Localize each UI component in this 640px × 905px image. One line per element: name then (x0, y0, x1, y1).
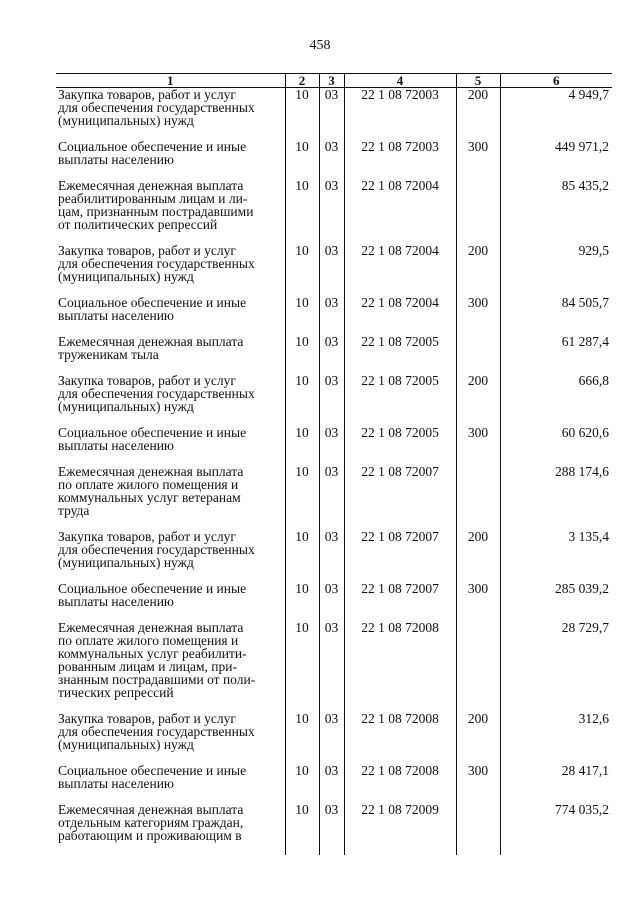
page-number: 458 (309, 38, 331, 53)
subsection-code-cell: 03 (319, 140, 344, 179)
column-header: 1 (56, 74, 285, 88)
row-name-line: Закупка товаров, работ и услуг (58, 373, 236, 388)
section-code-cell: 10 (285, 530, 319, 582)
subsection-code-cell: 03 (319, 621, 344, 712)
row-name-line: для обеспечения государственных (58, 100, 255, 115)
row-name-line: для обеспечения государственных (58, 386, 255, 401)
row-name-cell (56, 465, 285, 530)
amount-cell: 449 971,2 (500, 140, 612, 179)
row-name-cell (56, 582, 285, 621)
expense-type-cell (456, 803, 500, 855)
row-name-cell (56, 712, 285, 764)
column-header: 3 (319, 74, 344, 88)
target-article-cell: 22 1 08 72007 (344, 465, 456, 530)
amount-cell: 285 039,2 (500, 582, 612, 621)
row-name-line: отдельным категориям граждан, (58, 815, 244, 830)
expense-type-cell: 300 (456, 296, 500, 335)
row-name-line: Закупка товаров, работ и услуг (58, 87, 236, 102)
target-article-cell: 22 1 08 72008 (344, 621, 456, 712)
row-name-line: Ежемесячная денежная выплата (58, 802, 244, 817)
row-name-line: реабилитированным лицам и ли- (58, 191, 248, 206)
amount-cell: 666,8 (500, 374, 612, 426)
subsection-code-cell: 03 (319, 374, 344, 426)
row-name-line: Социальное обеспечение и иные (58, 139, 247, 154)
section-code-cell: 10 (285, 621, 319, 712)
expense-type-cell (456, 465, 500, 530)
section-code-cell: 10 (285, 244, 319, 296)
row-name-line: выплаты населению (58, 594, 175, 609)
row-name-line: рованным лицам и лицам, при- (58, 659, 237, 674)
row-name-line: Ежемесячная денежная выплата (58, 620, 244, 635)
amount-cell: 84 505,7 (500, 296, 612, 335)
row-name-line: для обеспечения государственных (58, 256, 255, 271)
amount-cell: 28 417,1 (500, 764, 612, 803)
row-name-cell (56, 764, 285, 803)
expense-type-cell: 200 (456, 712, 500, 764)
amount-cell: 288 174,6 (500, 465, 612, 530)
row-name-line: Социальное обеспечение и иные (58, 581, 247, 596)
section-code-cell: 10 (285, 140, 319, 179)
row-name-line: выплаты населению (58, 776, 175, 791)
amount-cell: 4 949,7 (500, 88, 612, 141)
table-row (56, 621, 612, 712)
row-name-line: выплаты населению (58, 308, 175, 323)
table-row (56, 244, 612, 296)
row-name-cell (56, 140, 285, 179)
row-name-line: тических репрессий (58, 685, 174, 700)
expense-type-cell: 300 (456, 426, 500, 465)
section-code-cell: 10 (285, 88, 319, 141)
row-name-cell (56, 530, 285, 582)
row-name-line: Ежемесячная денежная выплата (58, 464, 244, 479)
target-article-cell: 22 1 08 72008 (344, 712, 456, 764)
table-header-row (56, 74, 612, 88)
section-code-cell: 10 (285, 179, 319, 244)
subsection-code-cell: 03 (319, 530, 344, 582)
row-name-line: знанным пострадавшими от поли- (58, 672, 256, 687)
section-code-cell: 10 (285, 712, 319, 764)
expense-type-cell: 200 (456, 88, 500, 141)
amount-cell: 312,6 (500, 712, 612, 764)
subsection-code-cell: 03 (319, 179, 344, 244)
subsection-code-cell: 03 (319, 88, 344, 141)
target-article-cell: 22 1 08 72009 (344, 803, 456, 855)
subsection-code-cell: 03 (319, 244, 344, 296)
expense-type-cell: 300 (456, 582, 500, 621)
section-code-cell: 10 (285, 465, 319, 530)
target-article-cell: 22 1 08 72007 (344, 582, 456, 621)
table-row (56, 140, 612, 179)
amount-cell: 3 135,4 (500, 530, 612, 582)
expense-type-cell: 200 (456, 530, 500, 582)
amount-cell: 60 620,6 (500, 426, 612, 465)
target-article-cell: 22 1 08 72005 (344, 335, 456, 374)
subsection-code-cell: 03 (319, 335, 344, 374)
expense-type-cell: 200 (456, 374, 500, 426)
section-code-cell: 10 (285, 374, 319, 426)
expense-type-cell (456, 335, 500, 374)
section-code-cell: 10 (285, 296, 319, 335)
amount-cell: 85 435,2 (500, 179, 612, 244)
row-name-line: коммунальных услуг ветеранам (58, 490, 241, 505)
row-name-line: по оплате жилого помещения и (58, 477, 239, 492)
row-name-line: (муниципальных) нужд (58, 399, 194, 414)
expense-type-cell: 300 (456, 140, 500, 179)
column-header: 6 (500, 74, 612, 88)
table-row (56, 179, 612, 244)
expense-type-cell: 300 (456, 764, 500, 803)
subsection-code-cell: 03 (319, 426, 344, 465)
column-header: 4 (344, 74, 456, 88)
row-name-line: (муниципальных) нужд (58, 737, 194, 752)
subsection-code-cell: 03 (319, 582, 344, 621)
row-name-line: Социальное обеспечение и иные (58, 425, 247, 440)
row-name-line: от политических репрессий (58, 217, 218, 232)
row-name-line: работающим и проживающим в (58, 828, 242, 843)
row-name-line: (муниципальных) нужд (58, 269, 194, 284)
target-article-cell: 22 1 08 72005 (344, 426, 456, 465)
row-name-cell (56, 179, 285, 244)
row-name-line: выплаты населению (58, 152, 175, 167)
row-name-line: коммунальных услуг реабилити- (58, 646, 247, 661)
row-name-line: для обеспечения государственных (58, 542, 255, 557)
subsection-code-cell: 03 (319, 764, 344, 803)
row-name-cell (56, 803, 285, 855)
subsection-code-cell: 03 (319, 296, 344, 335)
target-article-cell: 22 1 08 72003 (344, 140, 456, 179)
subsection-code-cell: 03 (319, 803, 344, 855)
amount-cell: 28 729,7 (500, 621, 612, 712)
column-header: 5 (456, 74, 500, 88)
section-code-cell: 10 (285, 764, 319, 803)
row-name-line: (муниципальных) нужд (58, 555, 194, 570)
table-row (56, 530, 612, 582)
section-code-cell: 10 (285, 426, 319, 465)
row-name-line: Закупка товаров, работ и услуг (58, 243, 236, 258)
table-row (56, 296, 612, 335)
target-article-cell: 22 1 08 72004 (344, 244, 456, 296)
row-name-line: Ежемесячная денежная выплата (58, 334, 244, 349)
table-row (56, 582, 612, 621)
row-name-cell (56, 374, 285, 426)
table-row (56, 465, 612, 530)
table-row (56, 426, 612, 465)
row-name-line: труженикам тыла (58, 347, 159, 362)
section-code-cell: 10 (285, 582, 319, 621)
target-article-cell: 22 1 08 72008 (344, 764, 456, 803)
table-row (56, 764, 612, 803)
subsection-code-cell: 03 (319, 465, 344, 530)
row-name-cell (56, 621, 285, 712)
row-name-line: цам, признанным пострадавшими (58, 204, 254, 219)
row-name-cell (56, 244, 285, 296)
expense-type-cell (456, 179, 500, 244)
target-article-cell: 22 1 08 72007 (344, 530, 456, 582)
row-name-cell (56, 296, 285, 335)
expense-type-cell (456, 621, 500, 712)
budget-table (56, 73, 612, 855)
amount-cell: 929,5 (500, 244, 612, 296)
row-name-line: Социальное обеспечение и иные (58, 763, 247, 778)
row-name-cell (56, 88, 285, 141)
target-article-cell: 22 1 08 72004 (344, 179, 456, 244)
table-row (56, 88, 612, 141)
target-article-cell: 22 1 08 72005 (344, 374, 456, 426)
table-body (56, 88, 612, 856)
row-name-line: Закупка товаров, работ и услуг (58, 529, 236, 544)
table-row (56, 335, 612, 374)
target-article-cell: 22 1 08 72003 (344, 88, 456, 141)
subsection-code-cell: 03 (319, 712, 344, 764)
section-code-cell: 10 (285, 335, 319, 374)
table-row (56, 803, 612, 855)
target-article-cell: 22 1 08 72004 (344, 296, 456, 335)
row-name-cell (56, 335, 285, 374)
row-name-line: для обеспечения государственных (58, 724, 255, 739)
table-row (56, 712, 612, 764)
column-header: 2 (285, 74, 319, 88)
table-row (56, 374, 612, 426)
row-name-line: (муниципальных) нужд (58, 113, 194, 128)
expense-type-cell: 200 (456, 244, 500, 296)
row-name-cell (56, 426, 285, 465)
row-name-line: труда (58, 503, 90, 518)
amount-cell: 774 035,2 (500, 803, 612, 855)
row-name-line: Ежемесячная денежная выплата (58, 178, 244, 193)
row-name-line: Социальное обеспечение и иные (58, 295, 247, 310)
amount-cell: 61 287,4 (500, 335, 612, 374)
row-name-line: по оплате жилого помещения и (58, 633, 239, 648)
section-code-cell: 10 (285, 803, 319, 855)
row-name-line: Закупка товаров, работ и услуг (58, 711, 236, 726)
row-name-line: выплаты населению (58, 438, 175, 453)
